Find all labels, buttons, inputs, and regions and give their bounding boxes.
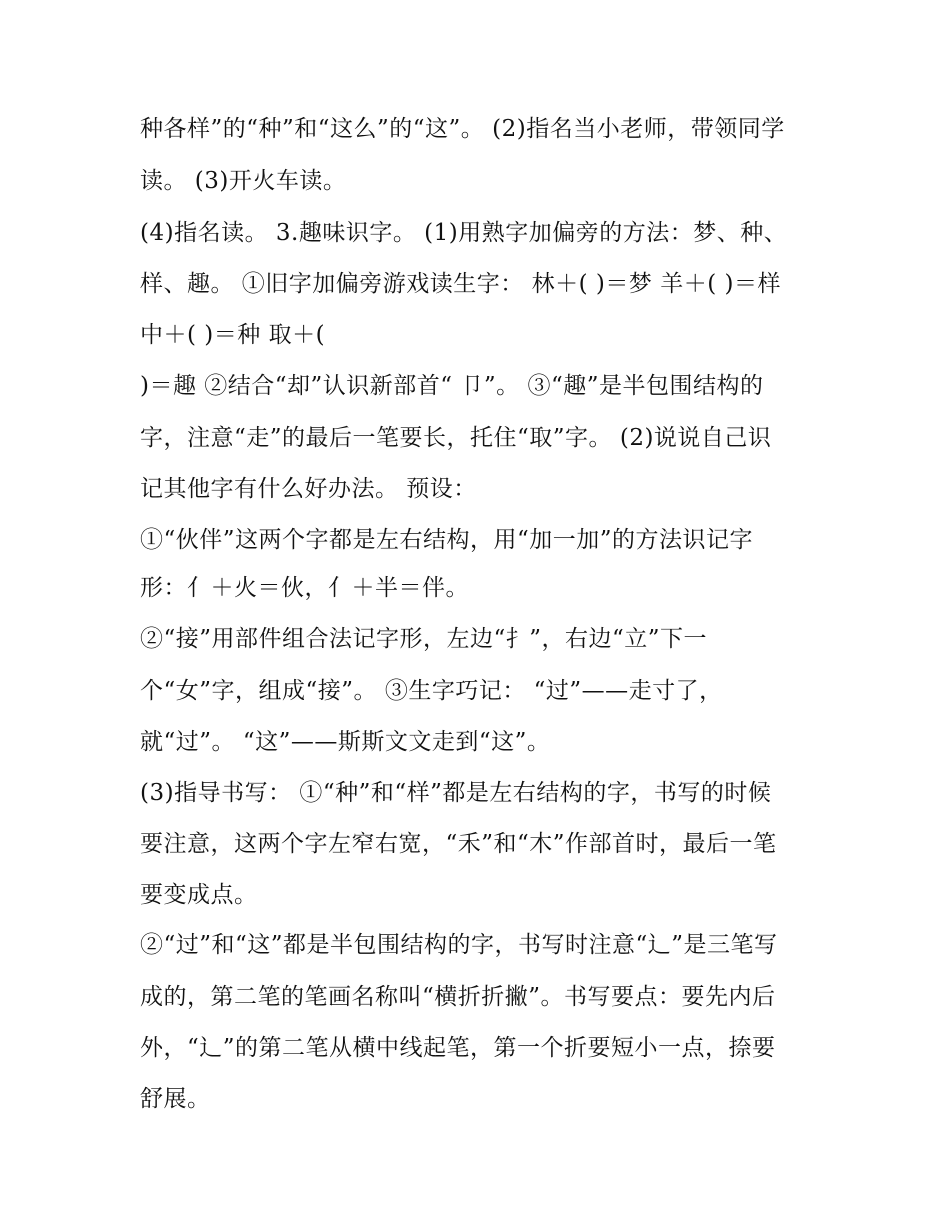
text-line-10: 形：亻＋火＝伙，亻＋半＝伴。	[140, 575, 469, 601]
text-line-18: 成的，第二笔的笔画名称叫“横折折撇”。书写要点：要先内后	[140, 984, 776, 1010]
text-line-5: 中＋( )＝种 取＋(	[140, 322, 326, 348]
text-line-9: ①“伙伴”这两个字都是左右结构，用“加一加”的方法识记字	[140, 527, 754, 553]
text-line-13: 就“过”。 “这”——斯斯文文走到“这”。	[140, 729, 551, 755]
text-line-14: (3)指导书写： ①“种”和“样”都是左右结构的字，书写的时候	[140, 780, 772, 806]
text-line-20: 舒展。	[140, 1086, 211, 1112]
text-line-7: 字，注意“走”的最后一笔要长，托住“取”字。 (2)说说自己识	[140, 425, 772, 451]
text-line-2: 读。 (3)开火车读。	[140, 168, 347, 194]
text-line-15: 要注意，这两个字左窄右宽，“禾”和“木”作部首时，最后一笔	[140, 831, 777, 857]
text-line-4: 样、趣。 ①旧字加偏旁游戏读生字： 林＋( )＝梦 羊＋( )＝样	[140, 271, 781, 297]
text-line-1: 种各样”的“种”和“这么”的“这”。 (2)指名当小老师，带领同学	[140, 116, 785, 142]
text-line-17: ②“过”和“这”都是半包围结构的字，书写时注意“辶”是三笔写	[140, 932, 778, 958]
text-line-11: ②“接”用部件组合法记字形，左边“扌”，右边“立”下一	[140, 626, 708, 652]
text-line-3: (4)指名读。 3.趣味识字。 (1)用熟字加偏旁的方法：梦、种、	[140, 220, 788, 246]
text-line-8: 记其他字有什么好办法。 预设：	[140, 476, 477, 502]
text-line-6: )＝趣 ②结合“却”认识新部首“ 卩”。 ③“趣”是半包围结构的	[140, 373, 764, 399]
text-line-12: 个“女”字，组成“接”。 ③生字巧记： “过”——走寸了，	[140, 678, 723, 704]
text-line-16: 要变成点。	[140, 882, 258, 908]
text-line-19: 外，“辶”的第二笔从横中线起笔，第一个折要短小一点，捺要	[140, 1035, 776, 1061]
